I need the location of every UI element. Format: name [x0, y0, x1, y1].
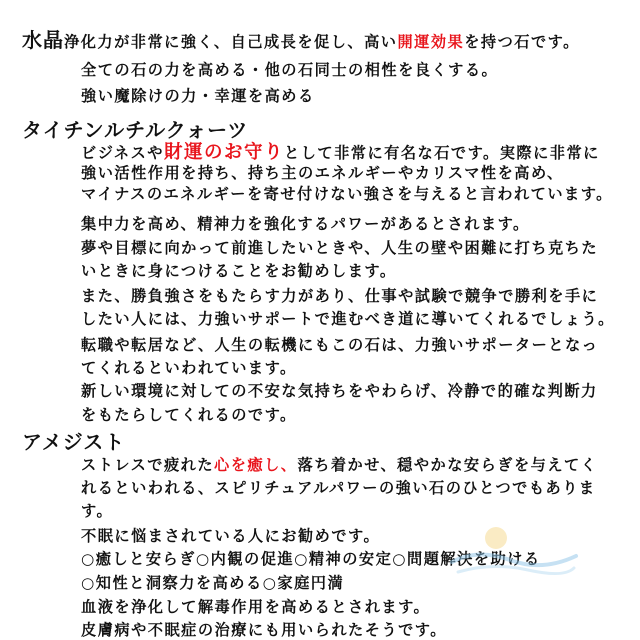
amethyst-highlight: 心を癒し、	[214, 456, 298, 474]
tiger-line-4: 集中力を高め、精神力を強化するパワーがあるとされます。	[81, 215, 530, 233]
tiger-text-1a: ビジネスや	[81, 144, 164, 162]
amethyst-line-6: ○知性と洞察力を高める○家庭円満	[81, 574, 345, 592]
crystal-highlight: 開運効果	[397, 33, 465, 51]
crystal-line-3: 強い魔除けの力・幸運を高める	[81, 87, 315, 105]
tiger-highlight: 財運のお守り	[163, 142, 284, 163]
amethyst-text-1b: 落ち着かせ、穏やかな安らぎを与えてく	[297, 456, 598, 474]
tiger-line-8: したい人には、力強いサポートで進むべき道に導いてくれるでしょう。	[81, 310, 615, 328]
crystal-title: 水晶	[22, 28, 64, 52]
crystal-text-1b: を持つ石です。	[464, 33, 580, 51]
tiger-line-7: また、勝負強さをもたらす力があり、仕事や試験で競争で勝利を手に	[81, 287, 599, 305]
crystal-line-2: 全ての石の力を高める・他の石同士の相性を良くする。	[81, 61, 499, 79]
tiger-line-9: 転職や転居など、人生の転機にもこの石は、力強いサポーターとなっ	[81, 336, 599, 354]
crystal-line-1	[22, 28, 580, 52]
tiger-title: タイチンルチルクォーツ	[22, 118, 249, 142]
tiger-line-6: いときに身につけることをお勧めします。	[81, 262, 397, 280]
tiger-line-11: 新しい環境に対しての不安な気持ちをやわらげ、冷静で的確な判断力	[81, 382, 598, 400]
amethyst-title: アメジスト	[22, 430, 126, 454]
tiger-line-1	[81, 143, 600, 163]
amethyst-line-7: 血液を浄化して解毒作用を高めるとされます。	[81, 598, 431, 616]
amethyst-text-1a: ストレスで疲れた	[81, 456, 215, 474]
tiger-line-5: 夢や目標に向かって前進したいときや、人生の壁や困難に打ち克ちた	[81, 239, 599, 257]
tiger-line-10: てくれるといわれています。	[81, 359, 297, 377]
watermark-logo	[448, 518, 580, 578]
tiger-text-1b: として非常に有名な石です。実際に非常に	[284, 144, 600, 162]
tiger-line-3: マイナスのエネルギーを寄せ付けない強さを与えると言われています。	[81, 185, 613, 203]
tiger-line-2: 強い活性作用を持ち、持ち主のエネルギーやカリスマ性を高め、	[81, 164, 564, 182]
amethyst-line-5: ○癒しと安らぎ○内観の促進○精神の安定○問題解決を助ける	[81, 550, 541, 568]
amethyst-line-8: 皮膚病や不眠症の治療にも用いられたそうです。	[81, 621, 447, 639]
amethyst-line-1	[81, 455, 597, 475]
amethyst-line-2: れるといわれる、スピリチュアルパワーの強い石のひとつでもありま	[81, 479, 596, 497]
amethyst-line-3: す。	[81, 502, 114, 520]
crystal-text-1a: 浄化力が非常に強く、自己成長を促し、高い	[64, 33, 398, 51]
amethyst-line-4: 不眠に悩まされている人にお勧めです。	[81, 527, 381, 545]
tiger-line-12: をもたらしてくれるのです。	[81, 406, 297, 424]
